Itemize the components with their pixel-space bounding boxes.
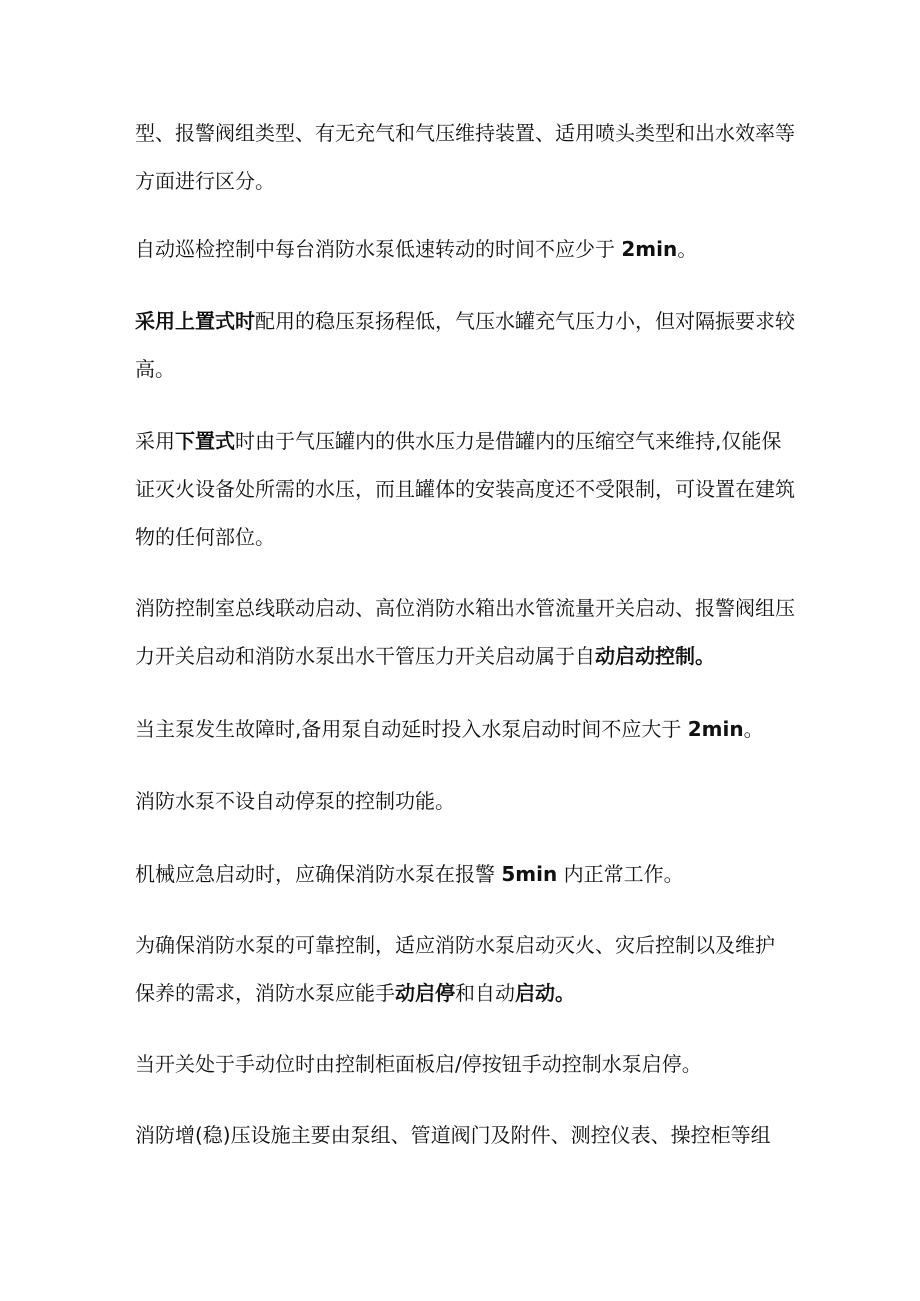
text-run: 高。 <box>135 357 175 381</box>
text-line <box>135 109 795 157</box>
paragraph-6 <box>135 705 795 753</box>
text-run: 。 <box>743 717 764 741</box>
text-line <box>135 1040 795 1088</box>
text-run: 当开关处于手动位时由控制柜面板启/停按钮手动控制水泵启停。 <box>135 1052 702 1076</box>
text-run: 。 <box>677 237 698 261</box>
paragraph-5 <box>135 584 795 680</box>
text-run: 自动巡检控制中每台消防水泵低速转动的时间不应少于 <box>135 237 622 261</box>
text-line <box>135 157 795 205</box>
bold-text-run: 动启停 <box>395 981 455 1005</box>
text-run: 方面进行区分。 <box>135 169 275 193</box>
paragraph-2 <box>135 225 795 273</box>
bold-text-run: 下置式 <box>175 429 235 453</box>
text-line <box>135 345 795 393</box>
text-run: 型、报警阀组类型、有无充气和气压维持装置、适用喷头类型和出水效率等 <box>135 121 795 145</box>
text-run: 采用 <box>135 429 175 453</box>
text-line <box>135 777 795 825</box>
text-line <box>135 225 795 273</box>
paragraph-3 <box>135 297 795 393</box>
text-line <box>135 1111 795 1159</box>
text-run: 当主泵发生故障时,备用泵自动延时投入水泵启动时间不应大于 <box>135 717 688 741</box>
text-run: 消防控制室总线联动启动、高位消防水箱出水管流量开关启动、报警阀组压 <box>135 596 795 620</box>
paragraph-10 <box>135 1040 795 1088</box>
bold-text-run: 启动。 <box>515 981 575 1005</box>
text-line <box>135 465 795 513</box>
text-run: 时由于气压罐内的供水压力是借罐内的压缩空气来维持,仅能保 <box>235 429 782 453</box>
text-line <box>135 921 795 969</box>
text-line <box>135 969 795 1017</box>
bold-text-run: 动启动控制。 <box>595 644 715 668</box>
bold-text-run: 2min <box>621 237 678 261</box>
text-run: 消防增(稳)压设施主要由泵组、管道阀门及附件、测控仪表、操控柜等组 <box>135 1123 771 1147</box>
text-run: 物的任何部位。 <box>135 525 275 549</box>
text-line <box>135 705 795 753</box>
paragraph-8 <box>135 850 795 898</box>
text-run: 力开关启动和消防水泵出水干管压力开关启动属于自 <box>135 644 595 668</box>
bold-text-run: 5min <box>501 862 558 886</box>
bold-text-run: 采用上置式时 <box>135 309 255 333</box>
text-run: 内正常工作。 <box>557 862 684 886</box>
text-line <box>135 584 795 632</box>
text-run: 消防水泵不设自动停泵的控制功能。 <box>135 789 455 813</box>
text-run: 配用的稳压泵扬程低，气压水罐充气压力小，但对隔振要求较 <box>255 309 795 333</box>
paragraph-4 <box>135 417 795 561</box>
text-run: 证灭火设备处所需的水压，而且罐体的安装高度还不受限制，可设置在建筑 <box>135 477 795 501</box>
paragraph-7 <box>135 777 795 825</box>
paragraph-11 <box>135 1111 795 1159</box>
text-line <box>135 513 795 561</box>
text-line <box>135 297 795 345</box>
text-run: 保养的需求，消防水泵应能手 <box>135 981 395 1005</box>
paragraph-9 <box>135 921 795 1017</box>
text-line <box>135 850 795 898</box>
text-line <box>135 632 795 680</box>
bold-text-run: 2min <box>687 717 744 741</box>
text-run: 机械应急启动时，应确保消防水泵在报警 <box>135 862 502 886</box>
text-run: 和自动 <box>455 981 515 1005</box>
text-line <box>135 417 795 465</box>
paragraph-1 <box>135 109 795 205</box>
text-run: 为确保消防水泵的可靠控制，适应消防水泵启动灭火、灾后控制以及维护 <box>135 933 775 957</box>
